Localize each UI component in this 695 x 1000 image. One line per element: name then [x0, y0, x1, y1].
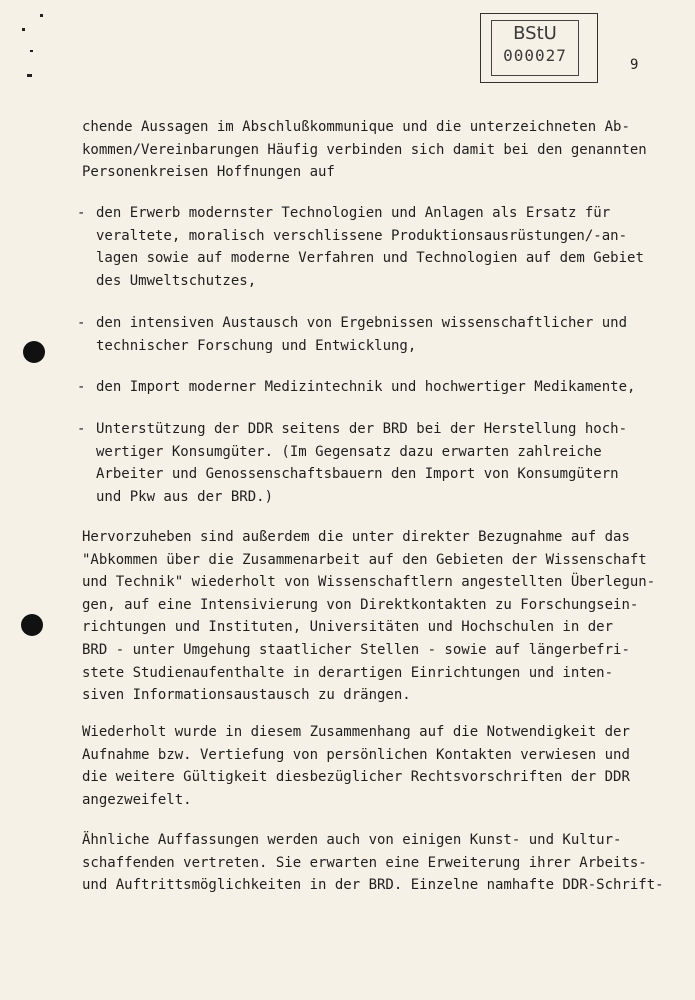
- bullet-dash: -: [77, 315, 86, 331]
- page-number: 9: [630, 57, 639, 73]
- stamp-number: 000027: [503, 46, 567, 65]
- text-line: Personenkreisen Hoffnungen auf: [82, 164, 335, 181]
- text-line: gen, auf eine Intensivierung von Direktkontakten zu Forschungsein-: [82, 596, 639, 613]
- paragraph: [82, 526, 662, 707]
- bullet-dash: -: [77, 379, 86, 395]
- text-line: veraltete, moralisch verschlissene Produktionsausrüstungen/-an-: [96, 227, 628, 244]
- bullet-item: [96, 312, 666, 357]
- archive-stamp: [480, 13, 598, 83]
- margin-mark: [40, 14, 43, 17]
- margin-mark: [27, 74, 32, 77]
- bullet-item: [96, 202, 666, 292]
- bullet-item: [96, 418, 666, 508]
- text-line: den Import moderner Medizintechnik und hochwertiger Medikamente,: [96, 379, 636, 395]
- text-line: "Abkommen über die Zusammenarbeit auf den Gebieten der Wissenschaft: [82, 551, 647, 568]
- text-line: Unterstützung der DDR seitens der BRD bei der Herstellung hoch-: [96, 421, 628, 437]
- text-line: des Umweltschutzes,: [96, 272, 257, 289]
- text-line: und Technik" wiederholt von Wissenschaftlern angestellten Überlegun-: [82, 574, 656, 591]
- paragraph: [82, 829, 662, 897]
- margin-mark: [22, 28, 25, 31]
- archive-stamp-inner: [491, 20, 579, 76]
- intro-paragraph: [82, 116, 662, 184]
- punch-hole: [21, 614, 43, 636]
- text-line: und Auftrittsmöglichkeiten in der BRD. Einzelne namhafte DDR-Schrift-: [82, 877, 664, 894]
- text-line: und Pkw aus der BRD.): [96, 488, 274, 505]
- text-line: wertiger Konsumgüter. (Im Gegensatz dazu erwarten zahlreiche: [96, 443, 602, 460]
- text-line: BRD - unter Umgehung staatlicher Stellen - sowie auf längerbefri-: [82, 641, 630, 658]
- text-line: die weitere Gültigkeit diesbezüglicher Rechtsvorschriften der DDR: [82, 769, 630, 786]
- text-line: den intensiven Austausch von Ergebnissen wissenschaftlicher und: [96, 315, 628, 331]
- stamp-agency: BStU: [513, 23, 557, 44]
- text-line: Ähnliche Auffassungen werden auch von einigen Kunst- und Kultur-: [82, 832, 622, 848]
- text-line: Aufnahme bzw. Vertiefung von persönlichen Kontakten verwiesen und: [82, 746, 630, 763]
- text-line: Arbeiter und Genossenschaftsbauern den Import von Konsumgütern: [96, 466, 619, 483]
- paragraph: [82, 721, 662, 811]
- text-line: Wiederholt wurde in diesem Zusammenhang auf die Notwendigkeit der: [82, 724, 630, 740]
- punch-hole: [23, 341, 45, 363]
- text-line: stete Studienaufenthalte in derartigen Einrichtungen und inten-: [82, 664, 614, 681]
- text-line: schaffenden vertreten. Sie erwarten eine Erweiterung ihrer Arbeits-: [82, 854, 647, 871]
- text-line: chende Aussagen im Abschlußkommunique und die unterzeichneten Ab-: [82, 119, 630, 135]
- text-line: angezweifelt.: [82, 791, 192, 808]
- text-line: den Erwerb modernster Technologien und Anlagen als Ersatz für: [96, 205, 611, 221]
- bullet-dash: -: [77, 421, 86, 437]
- text-line: technischer Forschung und Entwicklung,: [96, 337, 417, 354]
- text-line: kommen/Vereinbarungen Häufig verbinden sich damit bei den genannten: [82, 141, 647, 158]
- text-line: richtungen und Instituten, Universitäten und Hochschulen in der: [82, 619, 614, 636]
- margin-mark: [30, 50, 33, 52]
- bullet-item: [96, 376, 666, 399]
- text-line: lagen sowie auf moderne Verfahren und Technologien auf dem Gebiet: [96, 250, 644, 267]
- text-line: Hervorzuheben sind außerdem die unter direkter Bezugnahme auf das: [82, 529, 630, 545]
- bullet-dash: -: [77, 205, 86, 221]
- text-line: siven Informationsaustausch zu drängen.: [82, 687, 411, 704]
